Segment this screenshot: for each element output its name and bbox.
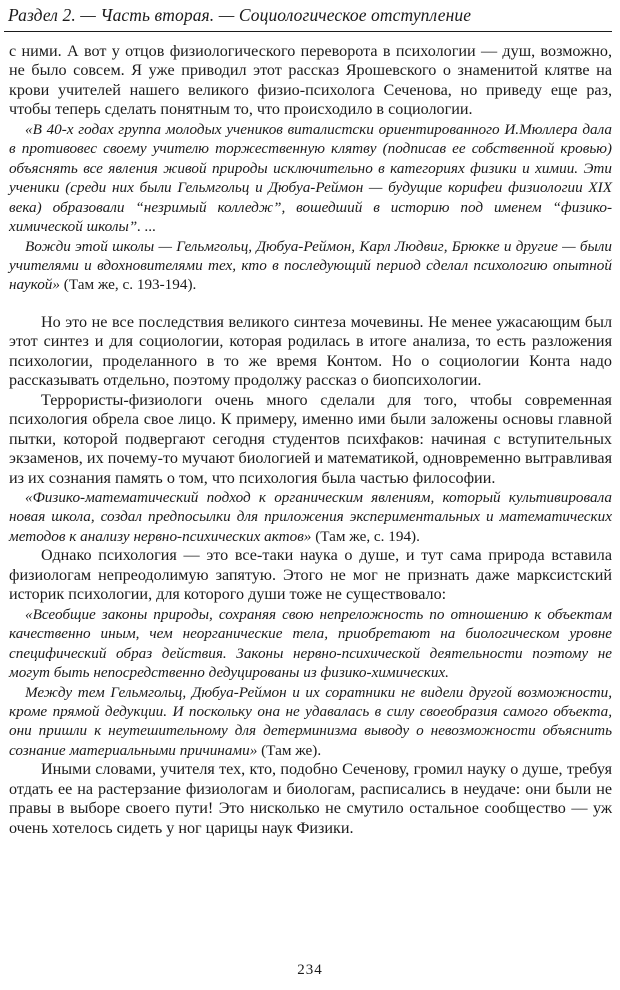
- quotation: [9, 488, 612, 546]
- quotation-text: «Всеобщие законы природы, сохраняя свою непреложность по отношению к объектам качественно иным, чем неорганические тела, приобретают на биологическом уровне специфический образ действия. Законы нервно-психической деятельности поэтому не могут быть непосредственно дедуцированы из физико-химических.: [9, 605, 612, 682]
- quotation: [9, 605, 612, 683]
- paragraph-gap: [9, 295, 612, 313]
- header-rule: [4, 31, 612, 32]
- running-head: Раздел 2. — Часть вторая. — Социологическое отступление: [8, 5, 472, 25]
- body-text: [9, 42, 612, 838]
- paragraph: Террористы-физиологи очень много сделали для того, чтобы современная психология обрела свое лицо. К примеру, именно ими были заложены основы главной пытки, которой подвергают сегодня студентов психфаков: начиная с вступительных экзаменов, их почему-то мучают биологией и математикой, одновременно вытравливая из их сознания память о том, что психология была частью философии.: [9, 391, 612, 487]
- page-number: 234: [297, 962, 323, 978]
- quotation-text: «В 40-х годах группа молодых учеников виталистски ориентированного И.Мюллера дала в противовес своему учителю торжественную клятву (подписав ее собственной кровью) объяснять все явления живой природы исключительно в категориях физики и химии. Эти ученики (среди них были Гельмгольц и Дюбуа-Реймон — будущие корифеи физиологии XIX века) образовали “незримый колледж”, вошедший в историю под именем “физико-химической школы”. ...: [9, 120, 612, 236]
- quotation-text: Между тем Гельмгольц, Дюбуа-Реймон и их соратники не видели другой возможности, кроме прямой дедукции. И поскольку она не удавалась в силу своеобразия самого объекта, они пришли к неутешительному для детерминизма выводу о невозможности объяснить сознание материальными причинами»: [9, 683, 612, 759]
- paragraph: с ними. А вот у отцов физиологического переворота в психологии — душ, возможно, не было совсем. Я уже приводил этот рассказ Ярошевского о знаменитой клятве на крови учителей нашего великого физио-психолога Сеченова, но приведу еще раз, чтобы теперь сделать понятным то, что происходило в социологии.: [9, 43, 612, 119]
- paragraph: Однако психология — это все-таки наука о душе, и тут сама природа вставила физиологам непреодолимую запятую. Этого не мог не признать даже марксистский историк психологии, для которого души тоже не существовало:: [9, 547, 612, 604]
- quotation-source: (Там же, с. 194).: [311, 527, 420, 545]
- quotation-text: Вожди этой школы — Гельмгольц, Дюбуа-Реймон, Карл Людвиг, Брюкке и другие — были учителями и вдохновителями тех, кто в последующий период сделал психологию опытной наукой»: [9, 237, 612, 294]
- quotation-source: (Там же).: [257, 741, 322, 759]
- quotation: [9, 237, 612, 295]
- quotation: [9, 683, 612, 761]
- paragraph: Но это не все последствия великого синтеза мочевины. Не менее ужасающим был этот синтез и для социологии, которая родилась в итоге анализа, то есть разложения психологии, проделанного в то же время Контом. Но о социологии Конта надо рассказывать отдельно, поэтому продолжу рассказ о биопсихологии.: [9, 313, 612, 390]
- quotation-source: (Там же, с. 193-194).: [59, 276, 197, 294]
- quotation: [9, 120, 612, 237]
- quotation-text: «Физико-математический подход к органическим явлениям, который культивировала новая школа, создал предпосылки для приложения экспериментальных и математических методов к анализу нервно-психических актов»: [9, 488, 612, 545]
- paragraph: Иными словами, учителя тех, кто, подобно Сеченову, громил науку о душе, требуя отдать ее на растерзание физиологам и биологам, расписались в неудаче: они были не правы в выборе своего пути! Это нисколько не смутило остальное сообщество — уж очень хотелось сидеть у ног царицы наук Физики.: [9, 761, 612, 837]
